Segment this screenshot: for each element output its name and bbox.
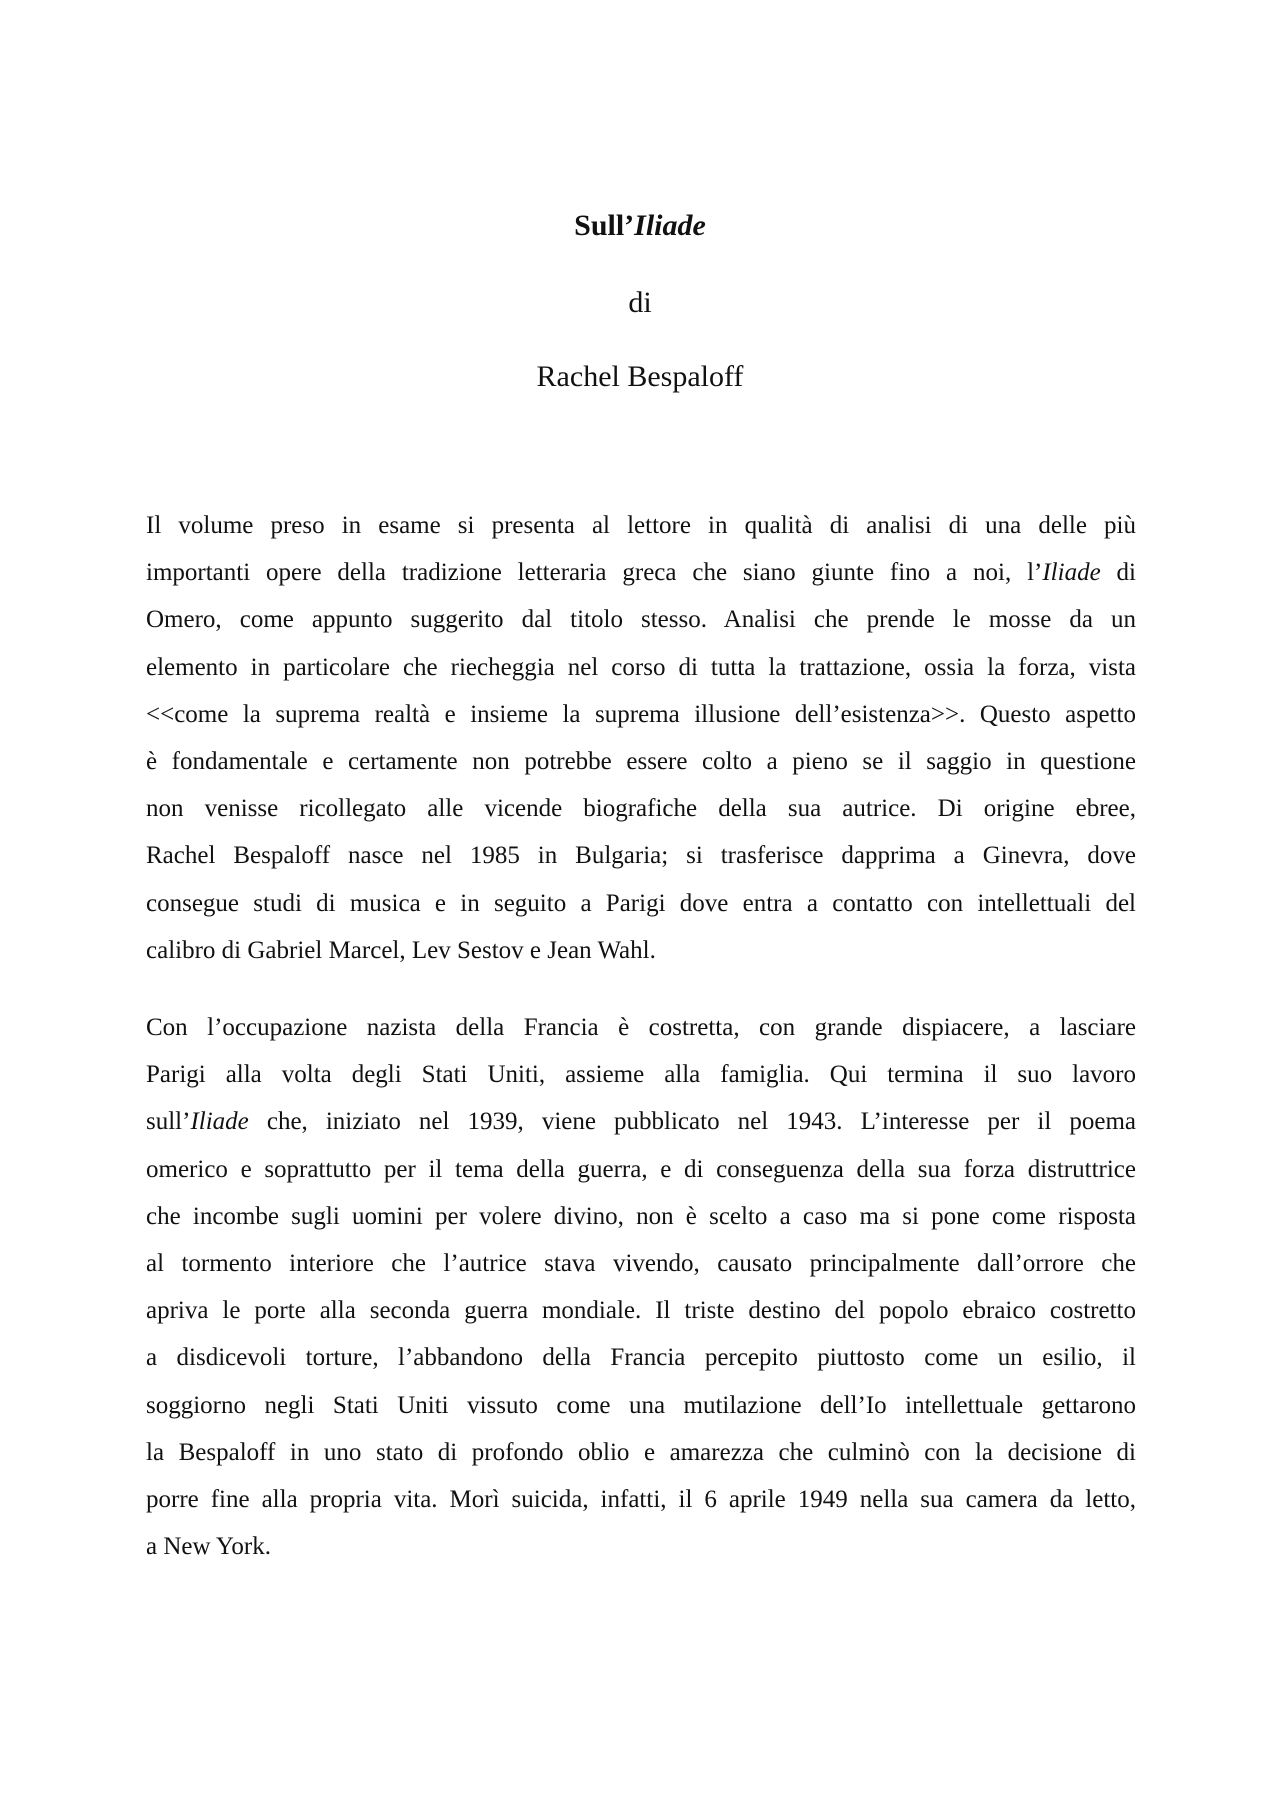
text-run: sull’ [146, 1108, 191, 1136]
paragraph-line: che incombe sugli uomini per volere divino, non è scelto a caso ma si pone come risposta [146, 1202, 1136, 1230]
paragraph-line: Il volume preso in esame si presenta al lettore in qualità di analisi di una delle più [146, 512, 1136, 539]
author-name: Rachel Bespaloff [536, 360, 744, 393]
paragraph-line: elemento in particolare che riecheggia nel corso di tutta la trattazione, ossia la forza, vista [146, 653, 1136, 681]
paragraph-line: la Bespaloff in uno stato di profondo oblio e amarezza che culminò con la decisione di [146, 1438, 1136, 1466]
paragraph-line: Rachel Bespaloff nasce nel 1985 in Bulgaria; si trasferisce dapprima a Ginevra, dove [146, 842, 1136, 870]
paragraph-2 [146, 1004, 1136, 1570]
paragraph-line: è fondamentale e certamente non potrebbe essere colto a pieno se il saggio in questione [146, 748, 1136, 776]
paragraph-line: consegue studi di musica e in seguito a Parigi dove entra a contatto con intellettuali del [146, 889, 1136, 917]
paragraph-line: <<come la suprema realtà e insieme la suprema illusione dell’esistenza>>. Questo aspetto [146, 700, 1136, 728]
italic-title-ref: Iliade [1042, 559, 1101, 587]
text-run: di [1100, 559, 1137, 587]
paragraph-line [146, 1098, 1136, 1145]
page-title [0, 206, 1280, 246]
paragraph-1 [146, 502, 1136, 974]
title-prefix: Sull’ [574, 209, 635, 242]
title-italic: Iliade [634, 209, 706, 242]
paragraph-line: Con l’occupazione nazista della Francia è costretta, con grande dispiacere, a lasciare [146, 1014, 1136, 1041]
text-run: importanti opere della tradizione letteraria greca che siano giunte fino a noi, l’ [146, 559, 1043, 587]
paragraph-line: apriva le porte alla seconda guerra mondiale. Il triste destino del popolo ebraico costretto [146, 1297, 1136, 1325]
paragraph-line: al tormento interiore che l’autrice stava vivendo, causato principalmente dall’orrore che [146, 1250, 1136, 1278]
text-run: che, iniziato nel 1939, viene pubblicato nel 1943. L’interesse per il poema [248, 1108, 1136, 1136]
italic-title-ref: Iliade [190, 1108, 249, 1136]
paragraph-line: soggiorno negli Stati Uniti vissuto come una mutilazione dell’Io intellettuale gettarono [146, 1391, 1136, 1419]
paragraph-line: Omero, come appunto suggerito dal titolo stesso. Analisi che prende le mosse da un [146, 606, 1136, 634]
paragraph-line [146, 549, 1136, 596]
paragraph-line: a New York. [146, 1533, 271, 1561]
paragraph-line: non venisse ricollegato alle vicende biografiche della sua autrice. Di origine ebree, [146, 795, 1136, 823]
paragraph-line: a disdicevoli torture, l’abbandono della Francia percepito piuttosto come un esilio, il [146, 1344, 1136, 1372]
paragraph-line: omerico e soprattutto per il tema della guerra, e di conseguenza della sua forza distruttrice [146, 1155, 1136, 1183]
paragraph-line: Parigi alla volta degli Stati Uniti, assieme alla famiglia. Qui termina il suo lavoro [146, 1061, 1136, 1089]
paragraph-line: calibro di Gabriel Marcel, Lev Sestov e Jean Wahl. [146, 936, 656, 964]
paragraph-line: porre fine alla propria vita. Morì suicida, infatti, il 6 aprile 1949 nella sua camera da letto, [146, 1486, 1136, 1514]
byline-di: di [628, 286, 652, 319]
